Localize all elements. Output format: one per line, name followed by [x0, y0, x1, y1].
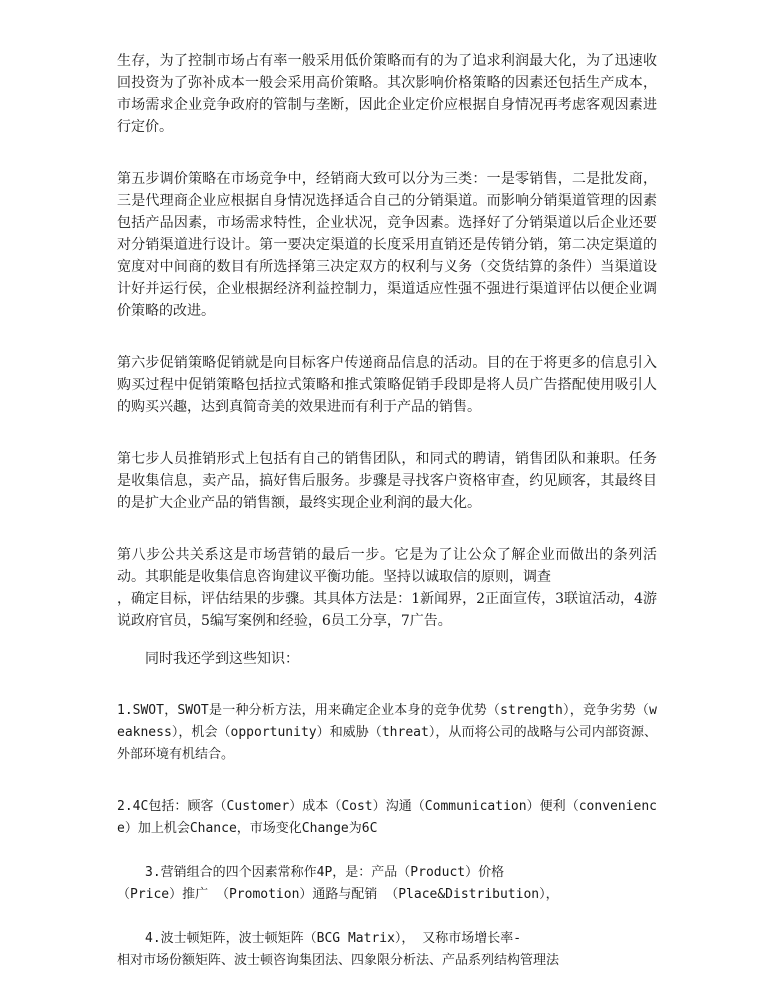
paragraph-4c: 2.4C包括：顾客（Customer）成本（Cost）沟通（Communication）便利（convenience）加上机会Chance，市场变化Change为6C [117, 799, 657, 836]
paragraph-step-eight-public-relations: 第八步公共关系这是市场营销的最后一步。它是为了让公众了解企业而做出的条列活动。其职能是收集信息咨询建议平衡功能。坚持以诚取信的原则，调查 ，确定目标，评估结果的步骤。其具体方法是：1新闻界，2正面宣传，3联谊活动，4游说政府官员，5编写案例和经验，6员工分享，7广告。 [117, 547, 657, 629]
paragraph-step-five-channel: 第五步调价策略在市场竞争中，经销商大致可以分为三类：一是零销售，二是批发商，三是代理商企业应根据自身情况选择适合自己的分销渠道。而影响分销渠道管理的因素包括产品因素，市场需求特性，企业状况，竞争因素。选择好了分销渠道以后企业还要对分销渠道进行设计。第一要决定渠道的长度采用直销还是传销分销，第二决定渠道的宽度对中间商的数目有所选择第三决定双方的权利与义务（交货结算的条件）当渠道设计好并运行侯，企业根据经济利益控制力，渠道适应性强不强进行渠道评估以便企业调价策略的改进。 [117, 171, 657, 319]
document-page [117, 50, 657, 972]
paragraph-bcg-matrix: 4.波士顿矩阵，波士顿矩阵（BCG Matrix）， 又称市场增长率- 相对市场份额矩阵、波士顿咨询集团法、四象限分析法、产品系列结构管理法 [117, 931, 560, 968]
paragraph-4p: 3.营销组合的四个因素常称作4P，是：产品（Product）价格 （Price）推广 （Promotion）通路与配销 （Place&Distribution）， [117, 865, 559, 902]
paragraph-pricing-strategy: 生存，为了控制市场占有率一般采用低价策略而有的为了追求利润最大化，为了迅速收回投资为了弥补成本一般会采用高价策略。其次影响价格策略的因素还包括生产成本，市场需求企业竞争政府的管制与垄断，因此企业定价应根据自身情况再考虑客观因素进行定价。 [117, 53, 657, 135]
paragraph-step-six-promotion: 第六步促销策略促销就是向目标客户传递商品信息的活动。目的在于将更多的信息引入购买过程中促销策略包括拉式策略和推式策略促销手段即是将人员广告搭配使用吸引人的购买兴趣，达到真简奇美的效果进而有利于产品的销售。 [117, 355, 657, 415]
paragraph-also-learned: 同时我还学到这些知识： [145, 651, 299, 667]
paragraph-swot: 1.SWOT，SWOT是一种分析方法，用来确定企业本身的竞争优势（strength），竞争劣势（weakness），机会（opportunity）和威胁（threat），从而将公司的战略与公司内部资源、外部环境有机结合。 [117, 703, 657, 762]
paragraph-step-seven-personal-selling: 第七步人员推销形式上包括有自己的销售团队，和同式的聘请，销售团队和兼职。任务是收集信息，卖产品，搞好售后服务。步骤是寻找客户资格审查，约见顾客，其最终目的是扩大企业产品的销售额，最终实现企业利润的最大化。 [117, 451, 657, 511]
